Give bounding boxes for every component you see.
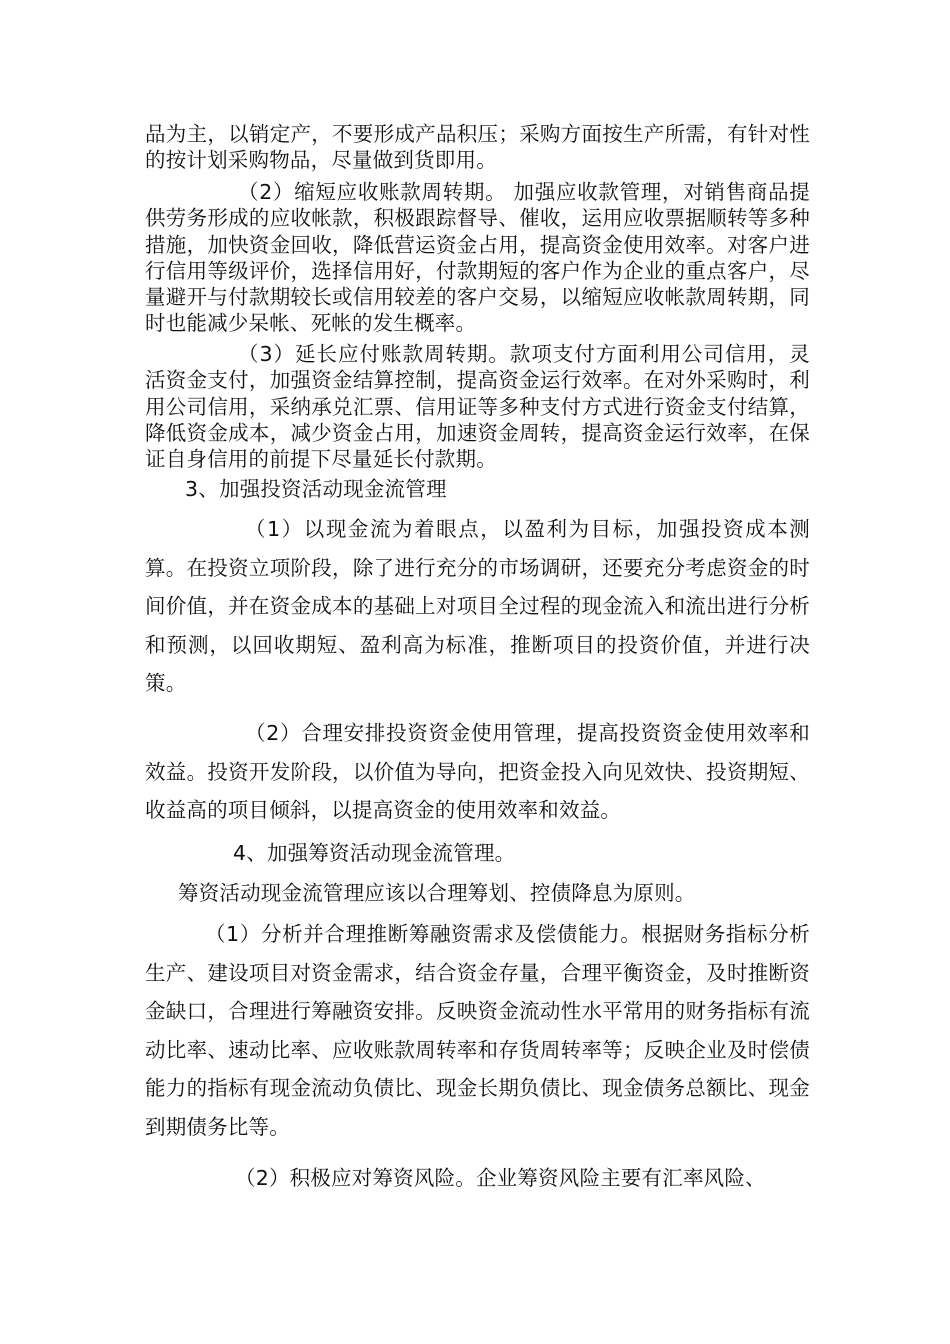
section-heading-financing-cashflow: 4、加强筹资活动现金流管理。: [233, 841, 516, 865]
paragraph-financing-risk: （2）积极应对筹资风险。企业筹资风险主要有汇率风险、: [235, 1166, 766, 1190]
paragraph-payables-turnover: （3）延长应付账款周转期。款项支付方面利用公司信用，灵活资金支付，加强资金结算控制，提高资金运行效率。在对外采购时，利用公司信用，采纳承兑汇票、信用证等多种支付方式进行资金支付结算，降低资金成本，减少资金占用，加速资金周转，提高资金运行效率，在保证自身信用的前提下尽量延长付款期。: [145, 342, 810, 472]
paragraph-financing-principle: 筹资活动现金流管理应该以合理筹划、控债降息为原则。: [178, 881, 696, 905]
paragraph-procurement-continuation: 品为主，以销定产，不要形成产品积压；采购方面按生产所需，有针对性的按计划采购物品，尽量做到货即用。: [145, 122, 810, 173]
paragraph-investment-funds: （2）合理安排投资资金使用管理，提高投资资金使用效率和效益。投资开发阶段，以价值为导向，把资金投入向见效快、投资期短、收益高的项目倾斜，以提高资金的使用效率和效益。: [145, 721, 810, 822]
paragraph-investment-cost: （1）以现金流为着眼点，以盈利为目标，加强投资成本测算。在投资立项阶段，除了进行充分的市场调研，还要充分考虑资金的时间价值，并在资金成本的基础上对项目全过程的现金流入和流出进行分析和预测，以回收期短、盈利高为标准，推断项目的投资价值，并进行决策。: [145, 517, 810, 695]
section-heading-investment-cashflow: 3、加强投资活动现金流管理: [185, 477, 447, 501]
paragraph-financing-needs: （1）分析并合理推断筹融资需求及偿债能力。根据财务指标分析生产、建设项目对资金需求，结合资金存量，合理平衡资金，及时推断资金缺口，合理进行筹融资安排。反映资金流动性水平常用的财务指标有流动比率、速动比率、应收账款周转率和存货周转率等；反映企业及时偿债能力的指标有现金流动负债比、现金长期负债比、现金债务总额比、现金到期债务比等。: [145, 922, 810, 1139]
paragraph-receivables-turnover: （2）缩短应收账款周转期。 加强应收款管理，对销售商品提供劳务形成的应收帐款，积极跟踪督导、催收，运用应收票据顺转等多种措施，加快资金回收，降低营运资金占用，提高资金使用效率。对客户进行信用等级评价，选择信用好，付款期短的客户作为企业的重点客户，尽量避开与付款期较长或信用较差的客户交易，以缩短应收帐款周转期，同时也能减少呆帐、死帐的发生概率。: [145, 180, 810, 336]
